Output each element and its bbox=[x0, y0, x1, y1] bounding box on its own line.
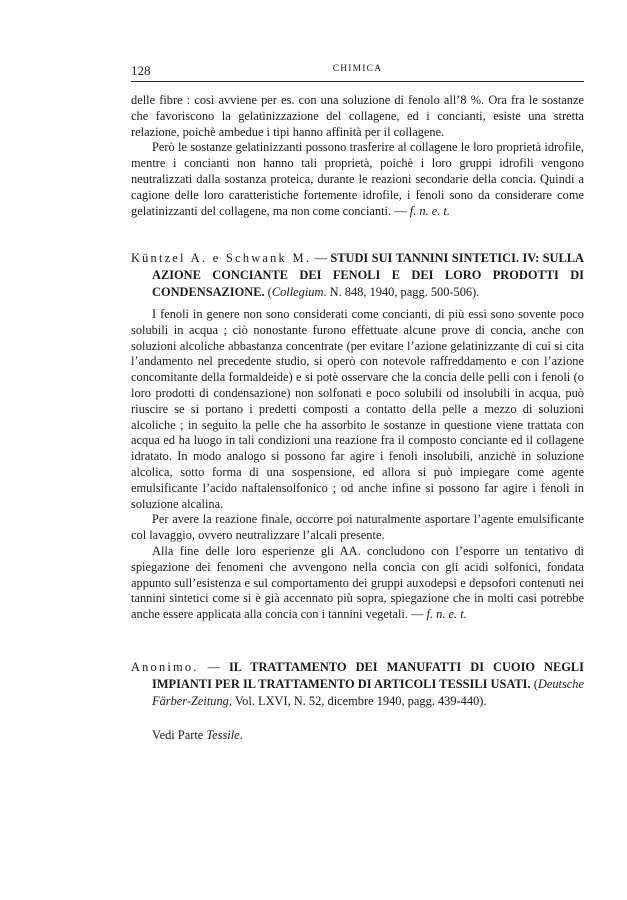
paragraph: Alla fine delle loro esperienze gli AA. concludono con l’esporre un tentativo di spiegazione dei fenomeni che avvengono nella concia con gli acidi solfonici, fondata appunto sull’esistenza e sul comportamento dei gruppi auxodepsi e depsofori contenuti nei tannini sintetici come si è già accennato più sopra, spiegazione che in molti casi potrebbe anche essere applicata alla concia con i tannini vegetali. — f. n. e. t. bbox=[131, 543, 584, 622]
entry-authors: Anonimo. bbox=[131, 660, 199, 674]
running-title: CHIMICA bbox=[332, 64, 383, 74]
header-rule bbox=[131, 81, 584, 82]
journal-ref: , Vol. LXVI, N. 52, dicembre 1940, pagg. 439-440). bbox=[228, 694, 487, 708]
cross-reference: Vedi Parte Tessile. bbox=[152, 728, 243, 742]
abstract-kuntzel bbox=[131, 307, 584, 623]
entry-title: STUDI SUI TANNINI SINTETICI. IV: SULLA AZIONE CONCIANTE DEI FENOLI E DEI LORO PRODOTTI DI CONDENSAZIONE. bbox=[152, 251, 584, 299]
paragraph: I fenoli in genere non sono considerati come concianti, di più essi sono sovente poco solubili in acqua ; ciò nonostante furono effettuate alcune prove di concia, anche con soluzioni alcoliche abbastanza concentrate (per evitare l’azione gelatinizzante di cui si cita l’andamento nel precedente studio, si operò con notevole raffreddamento e con l’azione concomitante della formaldeide) e si potè osservare che la concia delle pelli con i fenoli (o loro prodotti di condensazione) non solfonati e poco solubili od insolubili in acqua, può riuscire se si portano i predetti composti a contatto della pelle a mezzo di soluzioni alcoliche ; in seguito la pelle che ha assorbito le sostanze in questione viene trattata con acqua ed ha luogo in tali condizioni una reazione fra il composto conciante ed il collagene idratato. In modo analogo si possono far agire i fenoli insolubili, anzichè in soluzione alcolica, sotto forma di una sospensione, ed allora si può impiegare come agente emulsificante l’acido naftalensolfonico ; od anche infine si possono far agire i fenoli in soluzione alcalina. bbox=[131, 307, 584, 511]
page-number: 128 bbox=[131, 63, 151, 78]
entry-authors: Küntzel A. e Schwank M. bbox=[131, 251, 312, 265]
abstract-continuation bbox=[131, 93, 584, 219]
signature: f. n. e. t. bbox=[426, 607, 467, 622]
running-header bbox=[131, 63, 584, 79]
paragraph: Per avere la reazione finale, occorre poi naturalmente asportare l’agente emulsificante col lavaggio, ovvero neutralizzare l’alcali presente. bbox=[131, 512, 584, 543]
section-name: Tessile bbox=[206, 728, 240, 742]
paragraph: Però le sostanze gelatinizzanti possono trasferire al collagene le loro proprietà idrofile, mentre i concianti non hanno tali proprietà, poichè i loro gruppi idrofili vengono neutralizzati dalla sostanza proteica, durante le reazioni secondarie della concia. Quindi a cagione delle loro caratteristiche fortemente idrofile, i fenoli sono da considerare come gelatinizzanti del collagene, ma non come concianti. — f. n. e. t. bbox=[131, 140, 584, 218]
entry-heading-kuntzel: Küntzel A. e Schwank M. — STUDI SUI TANNINI SINTETICI. IV: SULLA AZIONE CONCIANTE DEI FENOLI E DEI LORO PRODOTTI DI CONDENSAZIONE. (Collegium. N. 848, 1940, pagg. 500-506). bbox=[131, 251, 584, 299]
journal-name: Deutsche Färber-Zeitung bbox=[152, 677, 584, 708]
signature: f. n. e. t. bbox=[409, 203, 450, 218]
journal-ref: . N. 848, 1940, pagg. 500-506). bbox=[323, 285, 480, 299]
paragraph: delle fibre : così avviene per es. con una soluzione di fenolo all’8 %. Ora fra le sostanze che favoriscono la gelatinizzazione del collagene, ed i concianti, esiste una stretta relazione, poichè ambedue i tipi hanno affinità per il collagene. bbox=[131, 93, 584, 139]
entry-title: IL TRATTAMENTO DEI MANUFATTI DI CUOIO NEGLI IMPIANTI PER IL TRATTAMENTO DI ARTICOLI TESSILI USATI. bbox=[152, 660, 584, 691]
journal-name: Collegium bbox=[271, 285, 324, 299]
entry-heading-anonimo: Anonimo. — IL TRATTAMENTO DEI MANUFATTI DI CUOIO NEGLI IMPIANTI PER IL TRATTAMENTO DI ARTICOLI TESSILI USATI. (Deutsche Färber-Zeitung, Vol. LXVI, N. 52, dicembre 1940, pagg. 439-440). bbox=[131, 660, 584, 708]
